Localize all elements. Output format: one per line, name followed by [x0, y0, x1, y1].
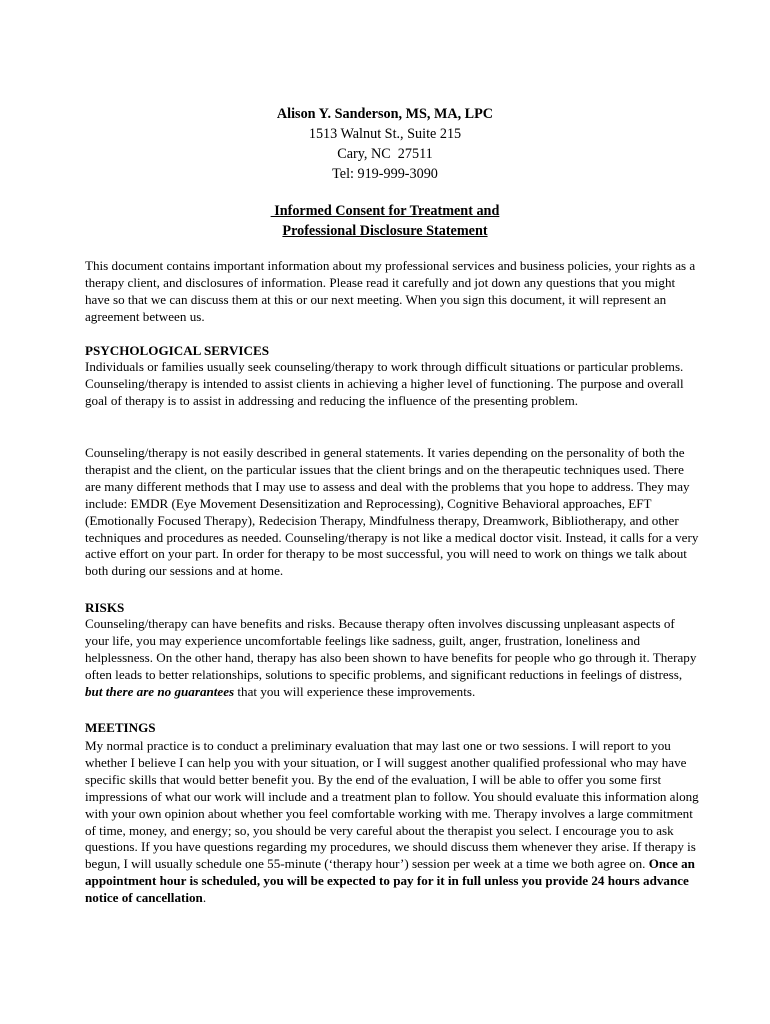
meetings-tail: .	[202, 890, 207, 906]
city-state-zip: Cary, NC 27511	[337, 146, 433, 162]
phone-number: Tel: 919-999-3090	[332, 166, 438, 182]
letterhead	[0, 104, 770, 184]
risks-paragraph	[85, 616, 700, 701]
psych-paragraph-2: Counseling/therapy is not easily described in general statements. It varies depending on the personality of both the therapist and the client, on the particular issues that the client brings and on the therapeutic techniques used. There are many different methods that I may use to assess and deal with the problems that you hope to address. They may include: EMDR (Eye Movement Desensitization and Reprocessing), Cognitive Behavioral approaches, EFT (Emotionally Focused Therapy), Redecision Therapy, Mindfulness therapy, Dreamwork, Bibliotherapy, and other techniques and procedures as needed. Counseling/therapy is not like a medical doctor visit. Instead, it calls for a very active effort on your part. In order for therapy to be most successful, you will need to work on things we talk about both during our sessions and at home.	[85, 445, 699, 579]
intro-paragraph: This document contains important information about my professional services and business policies, your rights as a therapy client, and disclosures of information. Please read it carefully and jot down any questions that you might have so that we can discuss them at this or our next meeting. When you sign this document, it will represent an agreement between us.	[85, 258, 696, 324]
cancellation-policy: Once an appointment hour is scheduled, you will be expected to pay for it in full unless you provide 24 hours advance notice of cancellation	[85, 856, 695, 906]
risks-text: Counseling/therapy can have benefits and risks. Because therapy often involves discussing unpleasant aspects of your life, you may experience uncomfortable feelings like sadness, guilt, anger, frustration, loneliness and helplessness. On the other hand, therapy has also been shown to have benefits for people who go through it. Therapy often leads to better relationships, solutions to specific problems, and significant reductions in feelings of distress,	[85, 616, 697, 682]
meetings-text: My normal practice is to conduct a preliminary evaluation that may last one or two sessions. I will report to you whether I believe I can help you with your situation, or I will suggest another qualified professional who may have specific skills that would better benefit you. By the end of the evaluation, I will be able to offer you some first impressions of what our work will include and a treatment plan to follow. You should evaluate this information along with your own opinion about whether you feel comfortable working with me. Therapy involves a large commitment of time, money, and energy; so, you should be very careful about the therapist you select. I encourage you to ask questions. If you have questions regarding my procedures, we should discuss them whenever they arise. If therapy is begun, I will usually schedule one 55-minute (‘therapy hour’) session per week at a time we both agree on.	[85, 738, 699, 872]
risks-tail: that you will experience these improvements.	[234, 683, 476, 699]
section-heading-meetings: MEETINGS	[85, 720, 156, 735]
street-address: 1513 Walnut St., Suite 215	[308, 126, 462, 142]
risks-emphasis: but there are no guarantees	[85, 683, 235, 699]
title-line-2: Professional Disclosure Statement	[282, 223, 488, 239]
practitioner-name: Alison Y. Sanderson, MS, MA, LPC	[276, 106, 494, 122]
document-title	[0, 201, 770, 241]
psych-paragraph-1: Individuals or families usually seek counseling/therapy to work through difficult situations or particular problems. Counseling/therapy is intended to assist clients in achieving a higher level of functioning. The purpose and overall goal of therapy is to assist in addressing and reducing the influence of the presenting problem.	[85, 359, 684, 408]
section-heading-risks: RISKS	[85, 600, 125, 615]
meetings-paragraph	[85, 738, 700, 907]
title-line-1: Informed Consent for Treatment and	[270, 203, 500, 219]
section-heading-psychological-services: PSYCHOLOGICAL SERVICES	[85, 343, 269, 358]
